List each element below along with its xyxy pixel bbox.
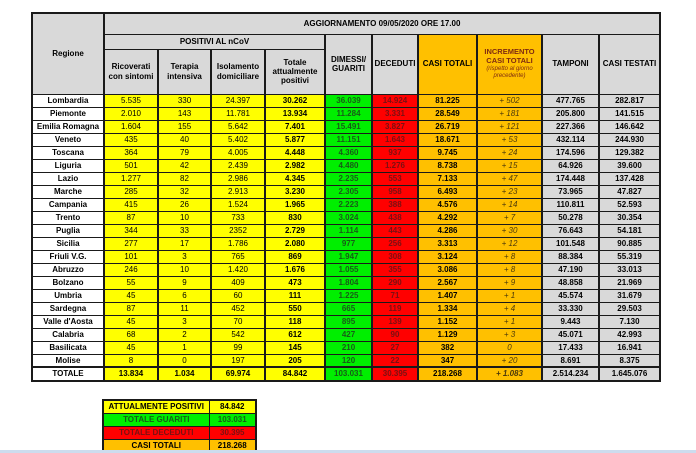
cell-casi-totali: 28.549 <box>418 107 477 120</box>
summary-label: TOTALE DECEDUTI <box>103 427 209 440</box>
cell-tamponi: 45.071 <box>542 328 599 341</box>
cell-isolamento: 765 <box>211 250 265 263</box>
cell-tamponi: 17.433 <box>542 341 599 354</box>
table-row <box>32 328 660 341</box>
cell-casi-totali: 347 <box>418 354 477 367</box>
cell-casi-totali: 2.567 <box>418 276 477 289</box>
cell-ricoverati: 8 <box>104 354 158 367</box>
table-row <box>32 224 660 237</box>
col-header-incremento <box>477 34 542 94</box>
cell-totale-positivi: 13.934 <box>265 107 325 120</box>
cell-region: Friuli V.G. <box>32 250 104 263</box>
cell-deceduti: 27 <box>372 341 418 354</box>
cell-terapia-intensiva: 1 <box>158 341 211 354</box>
cell-region: Veneto <box>32 133 104 146</box>
cell-isolamento: 197 <box>211 354 265 367</box>
cell-casi-testati: 39.600 <box>599 159 660 172</box>
cell-deceduti: 1.276 <box>372 159 418 172</box>
table-row <box>32 94 660 107</box>
cell-dimessi-guariti: 1.225 <box>325 289 372 302</box>
cell-casi-testati: 31.679 <box>599 289 660 302</box>
cell-isolamento: 24.397 <box>211 94 265 107</box>
col-header-casi-testati: CASI TESTATI <box>599 34 660 94</box>
cell-region: Marche <box>32 185 104 198</box>
cell-casi-testati: 137.428 <box>599 172 660 185</box>
cell-ricoverati: 277 <box>104 237 158 250</box>
cell-casi-totali: 382 <box>418 341 477 354</box>
cell-terapia-intensiva: 143 <box>158 107 211 120</box>
cell-dimessi-guariti: 120 <box>325 354 372 367</box>
cell-casi-testati: 129.382 <box>599 146 660 159</box>
cell-casi-testati: 42.993 <box>599 328 660 341</box>
table-body <box>32 94 660 381</box>
cell-casi-totali: 218.268 <box>418 367 477 381</box>
cell-deceduti: 388 <box>372 198 418 211</box>
cell-incremento: + 3 <box>477 328 542 341</box>
table-row <box>32 276 660 289</box>
cell-casi-testati: 141.515 <box>599 107 660 120</box>
cell-dimessi-guariti: 1.947 <box>325 250 372 263</box>
table-row <box>32 159 660 172</box>
cell-totale-positivi: 1.965 <box>265 198 325 211</box>
cell-totale-positivi: 2.729 <box>265 224 325 237</box>
table-row <box>32 354 660 367</box>
cell-deceduti: 139 <box>372 315 418 328</box>
cell-casi-testati: 8.375 <box>599 354 660 367</box>
summary-value: 30.395 <box>209 427 256 440</box>
cell-tamponi: 48.858 <box>542 276 599 289</box>
cell-incremento: + 181 <box>477 107 542 120</box>
cell-isolamento: 5.402 <box>211 133 265 146</box>
cell-deceduti: 438 <box>372 211 418 224</box>
cell-ricoverati: 13.834 <box>104 367 158 381</box>
cell-totale-positivi: 1.676 <box>265 263 325 276</box>
cell-tamponi: 47.190 <box>542 263 599 276</box>
cell-incremento: + 8 <box>477 250 542 263</box>
cell-ricoverati: 364 <box>104 146 158 159</box>
summary-label: ATTUALMENTE POSITIVI <box>103 400 209 414</box>
cell-deceduti: 355 <box>372 263 418 276</box>
cell-terapia-intensiva: 42 <box>158 159 211 172</box>
cell-casi-totali: 4.576 <box>418 198 477 211</box>
cell-casi-testati: 7.130 <box>599 315 660 328</box>
cell-region: Bolzano <box>32 276 104 289</box>
cell-isolamento: 70 <box>211 315 265 328</box>
cell-region: Umbria <box>32 289 104 302</box>
cell-totale-positivi: 111 <box>265 289 325 302</box>
cell-terapia-intensiva: 79 <box>158 146 211 159</box>
cell-deceduti: 119 <box>372 302 418 315</box>
cell-casi-totali: 1.129 <box>418 328 477 341</box>
cell-terapia-intensiva: 3 <box>158 250 211 263</box>
cell-region: Piemonte <box>32 107 104 120</box>
cell-isolamento: 5.642 <box>211 120 265 133</box>
summary-label: TOTALE GUARITI <box>103 414 209 427</box>
cell-tamponi: 2.514.234 <box>542 367 599 381</box>
cell-region: Trento <box>32 211 104 224</box>
cell-ricoverati: 415 <box>104 198 158 211</box>
cell-casi-totali: 1.334 <box>418 302 477 315</box>
cell-casi-totali: 18.671 <box>418 133 477 146</box>
cell-incremento: + 121 <box>477 120 542 133</box>
cell-dimessi-guariti: 895 <box>325 315 372 328</box>
table-row <box>32 185 660 198</box>
cell-casi-totali: 9.745 <box>418 146 477 159</box>
cell-totale-positivi: 612 <box>265 328 325 341</box>
cell-incremento: + 15 <box>477 159 542 172</box>
cell-terapia-intensiva: 3 <box>158 315 211 328</box>
cell-casi-testati: 21.969 <box>599 276 660 289</box>
cell-isolamento: 69.974 <box>211 367 265 381</box>
cell-terapia-intensiva: 17 <box>158 237 211 250</box>
summary-value: 103.031 <box>209 414 256 427</box>
cell-casi-testati: 30.354 <box>599 211 660 224</box>
cell-dimessi-guariti: 3.024 <box>325 211 372 224</box>
table-row <box>32 172 660 185</box>
col-header-dimessi: DIMESSI/ GUARITI <box>325 34 372 94</box>
table-row <box>32 107 660 120</box>
cell-incremento: + 1 <box>477 315 542 328</box>
cell-terapia-intensiva: 6 <box>158 289 211 302</box>
cell-casi-totali: 8.738 <box>418 159 477 172</box>
totale-row <box>32 367 660 381</box>
cell-deceduti: 553 <box>372 172 418 185</box>
cell-dimessi-guariti: 15.491 <box>325 120 372 133</box>
table-row <box>32 133 660 146</box>
cell-casi-testati: 29.503 <box>599 302 660 315</box>
cell-isolamento: 2.913 <box>211 185 265 198</box>
covid-region-table <box>31 12 661 382</box>
table-row <box>32 250 660 263</box>
cell-deceduti: 308 <box>372 250 418 263</box>
cell-isolamento: 542 <box>211 328 265 341</box>
cell-incremento: + 24 <box>477 146 542 159</box>
cell-totale-positivi: 4.448 <box>265 146 325 159</box>
cell-totale-positivi: 473 <box>265 276 325 289</box>
cell-isolamento: 2.986 <box>211 172 265 185</box>
summary-value: 84.842 <box>209 400 256 414</box>
cell-isolamento: 733 <box>211 211 265 224</box>
cell-region: Toscana <box>32 146 104 159</box>
cell-casi-testati: 16.941 <box>599 341 660 354</box>
cell-tamponi: 76.643 <box>542 224 599 237</box>
cell-region: Emilia Romagna <box>32 120 104 133</box>
cell-dimessi-guariti: 2.235 <box>325 172 372 185</box>
cell-incremento: + 20 <box>477 354 542 367</box>
cell-totale-positivi: 550 <box>265 302 325 315</box>
cell-incremento: 0 <box>477 341 542 354</box>
cell-casi-testati: 52.593 <box>599 198 660 211</box>
cell-ricoverati: 45 <box>104 289 158 302</box>
title-row <box>32 13 660 34</box>
cell-tamponi: 64.926 <box>542 159 599 172</box>
cell-ricoverati: 45 <box>104 315 158 328</box>
region-column-header: Regione <box>32 13 104 94</box>
cell-terapia-intensiva: 82 <box>158 172 211 185</box>
cell-isolamento: 1.420 <box>211 263 265 276</box>
cell-tamponi: 174.448 <box>542 172 599 185</box>
cell-totale-positivi: 205 <box>265 354 325 367</box>
cell-isolamento: 11.781 <box>211 107 265 120</box>
incremento-note: (rispetto al giorno precedente) <box>486 66 533 80</box>
cell-tamponi: 101.548 <box>542 237 599 250</box>
summary-body <box>103 400 256 453</box>
cell-region: Puglia <box>32 224 104 237</box>
cell-totale-positivi: 869 <box>265 250 325 263</box>
summary-label: CASI TOTALI <box>103 440 209 453</box>
cell-terapia-intensiva: 2 <box>158 328 211 341</box>
cell-dimessi-guariti: 11.151 <box>325 133 372 146</box>
cell-deceduti: 256 <box>372 237 418 250</box>
cell-totale-positivi: 830 <box>265 211 325 224</box>
cell-dimessi-guariti: 1.055 <box>325 263 372 276</box>
cell-ricoverati: 246 <box>104 263 158 276</box>
cell-incremento: + 53 <box>477 133 542 146</box>
cell-casi-totali: 3.313 <box>418 237 477 250</box>
cell-dimessi-guariti: 210 <box>325 341 372 354</box>
cell-incremento: + 1.083 <box>477 367 542 381</box>
incremento-title: INCREMENTO CASI TOTALI <box>484 46 535 65</box>
table-row <box>32 289 660 302</box>
col-header-totale-positivi: Totale attualmente positivi <box>265 49 325 94</box>
cell-casi-totali: 26.719 <box>418 120 477 133</box>
table-row <box>32 263 660 276</box>
table-row <box>32 315 660 328</box>
cell-deceduti: 14.924 <box>372 94 418 107</box>
cell-dimessi-guariti: 1.804 <box>325 276 372 289</box>
summary-row <box>103 414 256 427</box>
cell-tamponi: 33.330 <box>542 302 599 315</box>
cell-terapia-intensiva: 26 <box>158 198 211 211</box>
cell-region: Basilicata <box>32 341 104 354</box>
cell-deceduti: 90 <box>372 328 418 341</box>
cell-ricoverati: 344 <box>104 224 158 237</box>
col-header-deceduti: DECEDUTI <box>372 34 418 94</box>
cell-dimessi-guariti: 11.284 <box>325 107 372 120</box>
cell-region: Valle d'Aosta <box>32 315 104 328</box>
cell-region: Liguria <box>32 159 104 172</box>
summary-box <box>102 399 257 453</box>
cell-deceduti: 958 <box>372 185 418 198</box>
cell-deceduti: 3.827 <box>372 120 418 133</box>
cell-region: TOTALE <box>32 367 104 381</box>
cell-casi-testati: 33.013 <box>599 263 660 276</box>
cell-incremento: + 502 <box>477 94 542 107</box>
cell-casi-totali: 81.225 <box>418 94 477 107</box>
cell-isolamento: 60 <box>211 289 265 302</box>
cell-incremento: + 47 <box>477 172 542 185</box>
table-row <box>32 341 660 354</box>
cell-isolamento: 452 <box>211 302 265 315</box>
cell-deceduti: 937 <box>372 146 418 159</box>
cell-totale-positivi: 7.401 <box>265 120 325 133</box>
cell-region: Lombardia <box>32 94 104 107</box>
cell-tamponi: 50.278 <box>542 211 599 224</box>
cell-terapia-intensiva: 0 <box>158 354 211 367</box>
cell-tamponi: 88.384 <box>542 250 599 263</box>
positivi-group-header: POSITIVI AL nCoV <box>104 34 325 49</box>
cell-deceduti: 1.643 <box>372 133 418 146</box>
cell-totale-positivi: 84.842 <box>265 367 325 381</box>
cell-incremento: + 9 <box>477 276 542 289</box>
cell-incremento: + 8 <box>477 263 542 276</box>
cell-isolamento: 409 <box>211 276 265 289</box>
cell-incremento: + 23 <box>477 185 542 198</box>
cell-casi-testati: 146.642 <box>599 120 660 133</box>
cell-deceduti: 443 <box>372 224 418 237</box>
cell-isolamento: 1.524 <box>211 198 265 211</box>
cell-tamponi: 73.965 <box>542 185 599 198</box>
cell-ricoverati: 87 <box>104 211 158 224</box>
cell-incremento: + 30 <box>477 224 542 237</box>
cell-totale-positivi: 2.982 <box>265 159 325 172</box>
summary-value: 218.268 <box>209 440 256 453</box>
cell-dimessi-guariti: 36.039 <box>325 94 372 107</box>
cell-deceduti: 30.395 <box>372 367 418 381</box>
cell-dimessi-guariti: 665 <box>325 302 372 315</box>
cell-casi-testati: 47.827 <box>599 185 660 198</box>
col-header-isolamento: Isolamento domiciliare <box>211 49 265 94</box>
cell-dimessi-guariti: 2.305 <box>325 185 372 198</box>
cell-terapia-intensiva: 10 <box>158 263 211 276</box>
table-row <box>32 302 660 315</box>
cell-tamponi: 110.811 <box>542 198 599 211</box>
cell-ricoverati: 68 <box>104 328 158 341</box>
cell-ricoverati: 1.604 <box>104 120 158 133</box>
cell-casi-totali: 4.286 <box>418 224 477 237</box>
cell-totale-positivi: 30.262 <box>265 94 325 107</box>
cell-ricoverati: 101 <box>104 250 158 263</box>
cell-casi-totali: 6.493 <box>418 185 477 198</box>
table-row <box>32 211 660 224</box>
cell-casi-totali: 1.152 <box>418 315 477 328</box>
page-title: AGGIORNAMENTO 09/05/2020 ORE 17.00 <box>104 13 660 34</box>
cell-deceduti: 290 <box>372 276 418 289</box>
cell-ricoverati: 45 <box>104 341 158 354</box>
table-row <box>32 198 660 211</box>
col-header-terapia: Terapia intensiva <box>158 49 211 94</box>
cell-tamponi: 174.596 <box>542 146 599 159</box>
cell-ricoverati: 435 <box>104 133 158 146</box>
cell-ricoverati: 285 <box>104 185 158 198</box>
cell-ricoverati: 1.277 <box>104 172 158 185</box>
cell-totale-positivi: 4.345 <box>265 172 325 185</box>
cell-casi-totali: 3.124 <box>418 250 477 263</box>
cell-casi-testati: 282.817 <box>599 94 660 107</box>
cell-tamponi: 45.574 <box>542 289 599 302</box>
cell-isolamento: 2.439 <box>211 159 265 172</box>
cell-tamponi: 227.366 <box>542 120 599 133</box>
cell-tamponi: 9.443 <box>542 315 599 328</box>
cell-casi-testati: 244.930 <box>599 133 660 146</box>
cell-terapia-intensiva: 32 <box>158 185 211 198</box>
cell-region: Abruzzo <box>32 263 104 276</box>
summary-row <box>103 400 256 414</box>
cell-region: Sicilia <box>32 237 104 250</box>
col-header-tamponi: TAMPONI <box>542 34 599 94</box>
group-header-row <box>32 34 660 49</box>
cell-casi-testati: 1.645.076 <box>599 367 660 381</box>
cell-casi-totali: 4.292 <box>418 211 477 224</box>
cell-incremento: + 7 <box>477 211 542 224</box>
cell-dimessi-guariti: 427 <box>325 328 372 341</box>
summary-row <box>103 427 256 440</box>
table-row <box>32 120 660 133</box>
cell-incremento: + 12 <box>477 237 542 250</box>
cell-dimessi-guariti: 103.031 <box>325 367 372 381</box>
cell-terapia-intensiva: 9 <box>158 276 211 289</box>
cell-dimessi-guariti: 1.114 <box>325 224 372 237</box>
cell-ricoverati: 55 <box>104 276 158 289</box>
cell-isolamento: 99 <box>211 341 265 354</box>
cell-terapia-intensiva: 33 <box>158 224 211 237</box>
cell-casi-totali: 7.133 <box>418 172 477 185</box>
cell-dimessi-guariti: 4.360 <box>325 146 372 159</box>
cell-casi-totali: 1.407 <box>418 289 477 302</box>
cell-region: Campania <box>32 198 104 211</box>
cell-casi-testati: 55.319 <box>599 250 660 263</box>
cell-deceduti: 22 <box>372 354 418 367</box>
cell-deceduti: 3.331 <box>372 107 418 120</box>
cell-incremento: + 4 <box>477 302 542 315</box>
cell-casi-testati: 90.885 <box>599 237 660 250</box>
cell-tamponi: 205.800 <box>542 107 599 120</box>
cell-totale-positivi: 2.080 <box>265 237 325 250</box>
cell-isolamento: 2352 <box>211 224 265 237</box>
cell-ricoverati: 87 <box>104 302 158 315</box>
cell-isolamento: 1.786 <box>211 237 265 250</box>
table-row <box>32 146 660 159</box>
cell-terapia-intensiva: 10 <box>158 211 211 224</box>
cell-terapia-intensiva: 1.034 <box>158 367 211 381</box>
cell-terapia-intensiva: 155 <box>158 120 211 133</box>
cell-terapia-intensiva: 11 <box>158 302 211 315</box>
cell-casi-totali: 3.086 <box>418 263 477 276</box>
cell-region: Molise <box>32 354 104 367</box>
cell-tamponi: 432.114 <box>542 133 599 146</box>
table-head <box>32 13 660 94</box>
cell-dimessi-guariti: 977 <box>325 237 372 250</box>
cell-totale-positivi: 3.230 <box>265 185 325 198</box>
cell-terapia-intensiva: 40 <box>158 133 211 146</box>
cell-totale-positivi: 118 <box>265 315 325 328</box>
cell-ricoverati: 5.535 <box>104 94 158 107</box>
cell-ricoverati: 501 <box>104 159 158 172</box>
cell-incremento: + 1 <box>477 289 542 302</box>
cell-region: Lazio <box>32 172 104 185</box>
cell-tamponi: 477.765 <box>542 94 599 107</box>
cell-dimessi-guariti: 2.223 <box>325 198 372 211</box>
cell-isolamento: 4.005 <box>211 146 265 159</box>
cell-totale-positivi: 145 <box>265 341 325 354</box>
cell-tamponi: 8.691 <box>542 354 599 367</box>
cell-dimessi-guariti: 4.480 <box>325 159 372 172</box>
cell-deceduti: 71 <box>372 289 418 302</box>
cell-region: Sardegna <box>32 302 104 315</box>
cell-totale-positivi: 5.877 <box>265 133 325 146</box>
col-header-ricoverati: Ricoverati con sintomi <box>104 49 158 94</box>
cell-terapia-intensiva: 330 <box>158 94 211 107</box>
cell-ricoverati: 2.010 <box>104 107 158 120</box>
table-row <box>32 237 660 250</box>
cell-casi-testati: 54.181 <box>599 224 660 237</box>
col-header-casi-totali: CASI TOTALI <box>418 34 477 94</box>
cell-region: Calabria <box>32 328 104 341</box>
cell-incremento: + 14 <box>477 198 542 211</box>
